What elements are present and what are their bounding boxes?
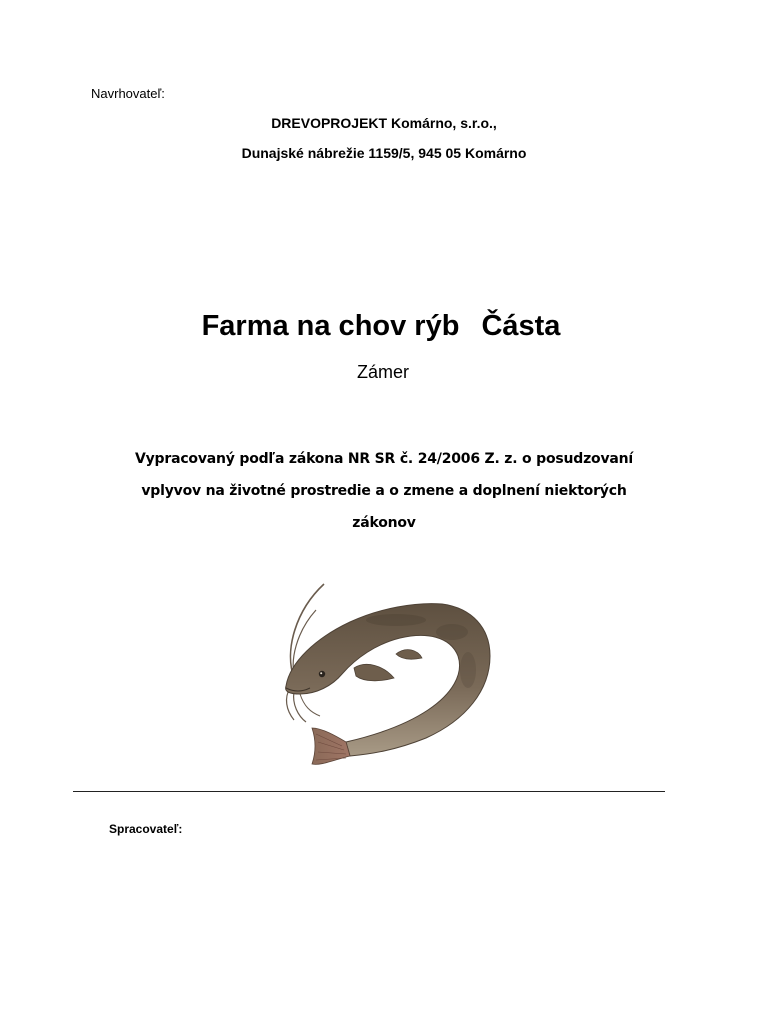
proposer-label: Navrhovateľ: [91,86,165,101]
document-title-main: Farma na chov rýb [201,310,460,342]
company-address: Dunajské nábrežie 1159/5, 945 05 Komárno [241,145,527,161]
document-title-location: Částa [481,310,561,342]
law-statement-line-2: vplyvov na životné prostredie a o zmene a doplnení niektorých [141,483,627,499]
law-statement-line-1: Vypracovaný podľa zákona NR SR č. 24/2006 Z. z. o posudzovaní [134,451,633,467]
catfish-illustration [276,570,502,770]
law-statement-line-3: zákonov [352,515,416,531]
company-name: DREVOPROJEKT Komárno, s.r.o., [271,115,497,131]
divider [73,791,665,792]
document-subtitle: Zámer [356,362,409,382]
document-title [0,310,762,343]
processor-label: Spracovateľ: [109,822,183,836]
